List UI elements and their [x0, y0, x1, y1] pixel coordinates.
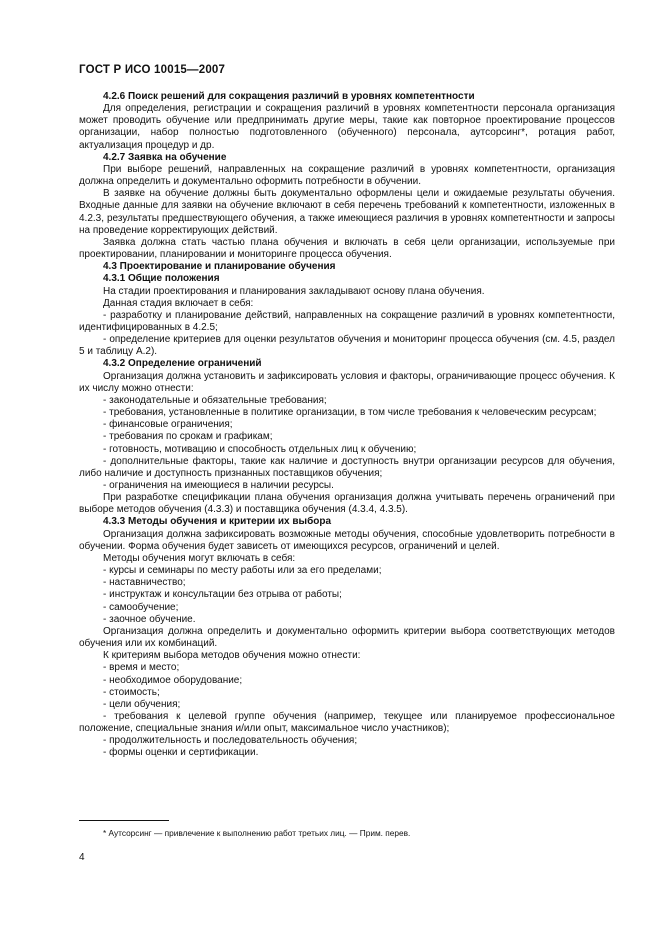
list-item: - цели обучения; [103, 698, 181, 710]
footnote-divider [79, 820, 169, 821]
section-heading: 4.2.7 Заявка на обучение [103, 151, 227, 163]
section-heading: 4.3.1 Общие положения [103, 273, 220, 285]
list-item: - продолжительность и последовательность обучения; [103, 735, 358, 747]
section-heading: 4.2.6 Поиск решений для сокращения различий в уровнях компетентности [103, 91, 475, 102]
list-item: - необходимое оборудование; [103, 674, 243, 686]
body-paragraph: При выборе решений, направленных на сокращение различий в уровнях компетентности, организация должна определить и документально оформить потребности в обучении. [79, 163, 615, 188]
section-heading: 4.3.2 Определение ограничений [103, 358, 262, 370]
body-paragraph: При разработке спецификации плана обучения организация должна учитывать перечень ограничений при выборе методов обучения (4.3.3) и поставщика обучения (4.3.4, 4.3.5). [79, 492, 615, 516]
body-paragraph: К критериям выбора методов обучения можно отнести: [103, 650, 361, 662]
document-header: ГОСТ Р ИСО 10015—2007 [79, 64, 226, 76]
list-item: - разработку и планирование действий, направленных на сокращение различий в уровнях компетентности, идентифицированных в 4.2.5; [79, 309, 615, 333]
body-paragraph: На стадии проектирования и планирования закладывают основу плана обучения. [103, 285, 485, 297]
body-paragraph: Организация должна установить и зафиксировать условия и факторы, ограничивающие процесс обучения. К их числу можно отнести: [79, 370, 615, 394]
body-paragraph: Организация должна определить и документально оформить критерии выбора соответствующих методов обучения или их комбинаций. [79, 625, 615, 650]
section-heading: 4.3.3 Методы обучения и критерии их выбора [103, 516, 332, 528]
list-item: - самообучение; [103, 601, 179, 613]
document-body [79, 91, 615, 760]
list-item: - формы оценки и сертификации. [103, 747, 259, 759]
list-item: - требования по срокам и графикам; [103, 431, 273, 443]
list-item: - дополнительные факторы, такие как наличие и доступность внутри организации ресурсов для обучения, либо наличие и доступность признанных поставщиков обучения; [79, 455, 615, 479]
list-item: - готовность, мотивацию и способность отдельных лиц к обучению; [103, 443, 417, 455]
body-paragraph: Организация должна зафиксировать возможные методы обучения, способные удовлетворить потребности в обучении. Форма обучения будет зависеть от имеющихся ресурсов, ограничений и целей. [79, 528, 615, 552]
list-item: - определение критериев для оценки результатов обучения и мониторинг процесса обучения (см. 4.5, раздел 5 и таблицу А.2). [79, 334, 615, 358]
list-item: - инструктаж и консультации без отрыва от работы; [103, 589, 342, 601]
list-item: - стоимость; [103, 686, 160, 698]
body-paragraph: В заявке на обучение должны быть документально оформлены цели и ожидаемые результаты обучения. Входные данные для заявки на обучение включают в себя перечень требований к компетентности, изложенных в 4.2.3, результаты предшествующего обучения, а также имеющиеся различия в уровнях компетентности и запросы на проведение корректирующих действий. [79, 188, 615, 236]
body-paragraph: Заявка должна стать частью плана обучения и включать в себя цели организации, используемые при проектировании, планировании и мониторинге процесса обучения. [79, 236, 615, 261]
page-number: 4 [79, 852, 85, 863]
list-item: - заочное обучение. [103, 613, 196, 625]
body-paragraph: Методы обучения могут включать в себя: [103, 552, 296, 564]
list-item: - ограничения на имеющиеся в наличии ресурсы. [103, 480, 334, 491]
list-item: - наставничество; [103, 577, 186, 589]
list-item: - курсы и семинары по месту работы или за его пределами; [103, 565, 382, 577]
body-paragraph: Для определения, регистрации и сокращения различий в уровнях компетентности персонала организация может проводить обучение или предпринимать другие меры, такие как повторное проектирование процессов организации, набор полностью подготовленного (обученного) персонала, аутсорсинг*, ротация работ, актуализация процедур и др. [79, 103, 615, 151]
list-item: - требования, установленные в политике организации, в том числе требования к человеческим ресурсам; [103, 407, 597, 419]
footnote: * Аутсорсинг — привлечение к выполнению работ третьих лиц. — Прим. перев. [103, 828, 411, 838]
section-heading: 4.3 Проектирование и планирование обучения [103, 261, 336, 273]
list-item: - финансовые ограничения; [103, 419, 233, 431]
list-item: - законодательные и обязательные требования; [103, 394, 327, 406]
body-paragraph: Данная стадия включает в себя: [103, 297, 254, 309]
list-item: - требования к целевой группе обучения (например, текущее или планируемое профессиональное положение, специальные знания и/или опыт, максимальное число участников); [79, 710, 615, 735]
list-item: - время и место; [103, 662, 180, 674]
